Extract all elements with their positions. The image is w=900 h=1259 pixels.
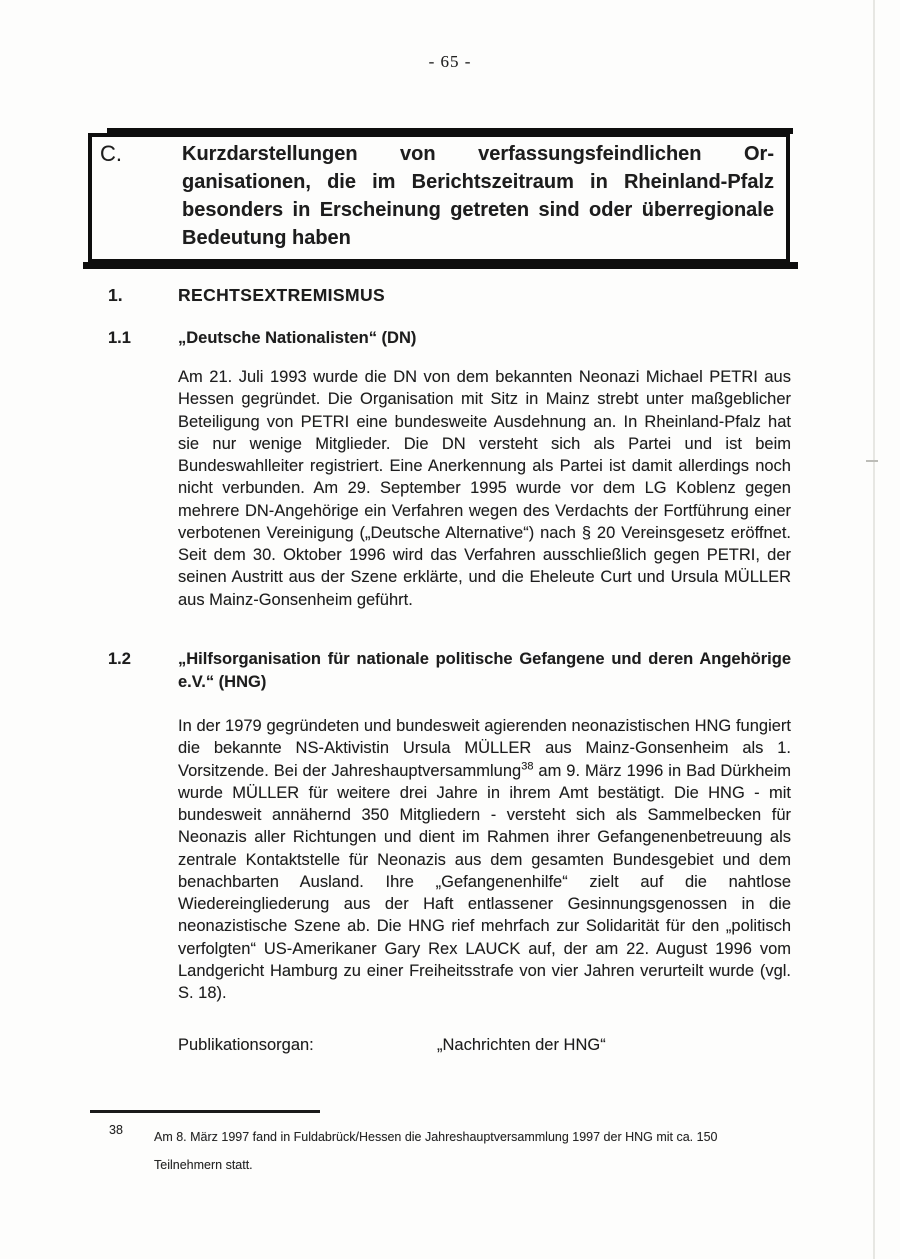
footnote-38 [88, 1123, 780, 1179]
section-1-2-heading [108, 648, 791, 694]
section-c-letter: C. [100, 141, 122, 166]
publication-label: Publikationsorgan: [178, 1036, 314, 1054]
footnote-separator-rule [90, 1110, 320, 1113]
footnote-number: 38 [109, 1123, 123, 1137]
scan-artifact-tick [866, 460, 878, 462]
section-c-heading-box [88, 133, 790, 263]
hng-text-before-footnote-ref: In der 1979 gegründeten und bundesweit agierenden neonazistischen HNG fungiert die bekannte NS-Aktivistin Ursula MÜLLER aus Mainz-Gonsenheim als 1. Vorsitzende. Bei der Jahreshauptversammlung [178, 717, 791, 780]
hng-text-after-footnote-ref: am 9. März 1996 in Bad Dürkheim wurde MÜLLER für weitere drei Jahre in ihrem Amt bestätigt. Die HNG - mit bundesweit annähernd 350 Mitgliedern - versteht sich als Sammelbecken für Neonazis aller Richtungen und dient im Rahmen ihrer Gefangenenbetreuung als zentrale Kontaktstelle für Neonazis aus dem gesamten Bundesgebiet und dem benachbarten Ausland. Ihre „Gefangenenhilfe“ zielt auf die nahtlose Wiedereingliederung aus der Haft entlassener Gesinnungsgenossen in die neonazistische Szene ab. Die HNG rief mehrfach zur Solidarität für den „politisch verfolgten“ US-Amerikaner Gary Rex LAUCK auf, der am 22. August 1996 vom Landgericht Hamburg zu einer Freiheitsstrafe von vier Jahren verurteilt wurde (vgl. S. 18). [178, 761, 791, 1002]
section-1-heading [108, 285, 791, 306]
section-1-1-number: 1.1 [108, 329, 131, 347]
scan-artifact-vertical-line [873, 0, 875, 1259]
publication-value: „Nachrichten der HNG“ [437, 1036, 606, 1054]
paragraph-dn-body: Am 21. Juli 1993 wurde die DN von dem bekannten Neonazi Michael PETRI aus Hessen gegründet. Die Organisation mit Sitz in Mainz strebt unter maßgeblicher Beteiligung von PETRI eine bundesweite Ausdehnung an. In Rheinland-Pfalz hat sie nur wenige Mitglieder. Die DN versteht sich als Partei und ist beim Bundeswahlleiter registriert. Eine Anerkennung als Partei ist damit allerdings noch nicht verbunden. Am 29. September 1995 wurde vor dem LG Koblenz gegen mehrere DN-Angehörige ein Verfahren wegen des Verdachts der Fortführung einer verbotenen Vereinigung („Deutsche Alternative“) nach § 20 Vereinsgesetz eröffnet. Seit dem 30. Oktober 1996 wird das Verfahren ausschließlich gegen PETRI, der seinen Austritt aus der Szene erklärte, und die Eheleute Curt und Ursula MÜLLER aus Mainz-Gonsenheim geführt. [178, 368, 791, 609]
section-1-number: 1. [108, 285, 123, 305]
section-1-title: RECHTSEXTREMISMUS [178, 285, 386, 305]
section-c-heading-text: Kurzdarstellungen von verfassungsfeindlichen Organisationen, die im Berichtszeitraum in Rheinland-Pfalz besonders in Erscheinung getreten sind oder überregionale Bedeutung haben [182, 143, 774, 249]
section-1-2-number: 1.2 [108, 650, 131, 668]
paragraph-hng-body [178, 715, 791, 1004]
page-number: - 65 - [428, 52, 472, 71]
section-1-1-title: „Deutsche Nationalisten“ (DN) [178, 329, 417, 347]
section-1-2-title: „Hilfsorganisation für nationale politische Gefangene und deren Angehörige e.V.“ (HNG) [178, 650, 791, 691]
publication-line [178, 1036, 791, 1055]
section-1-1-heading [108, 329, 791, 348]
footnote-reference-38: 38 [521, 760, 534, 772]
footnote-text: Am 8. März 1997 fand in Fuldabrück/Hessen die Jahreshauptversammlung 1997 der HNG mit ca. 150 Teilnehmern statt. [154, 1130, 718, 1172]
footnote-area [88, 1110, 780, 1179]
